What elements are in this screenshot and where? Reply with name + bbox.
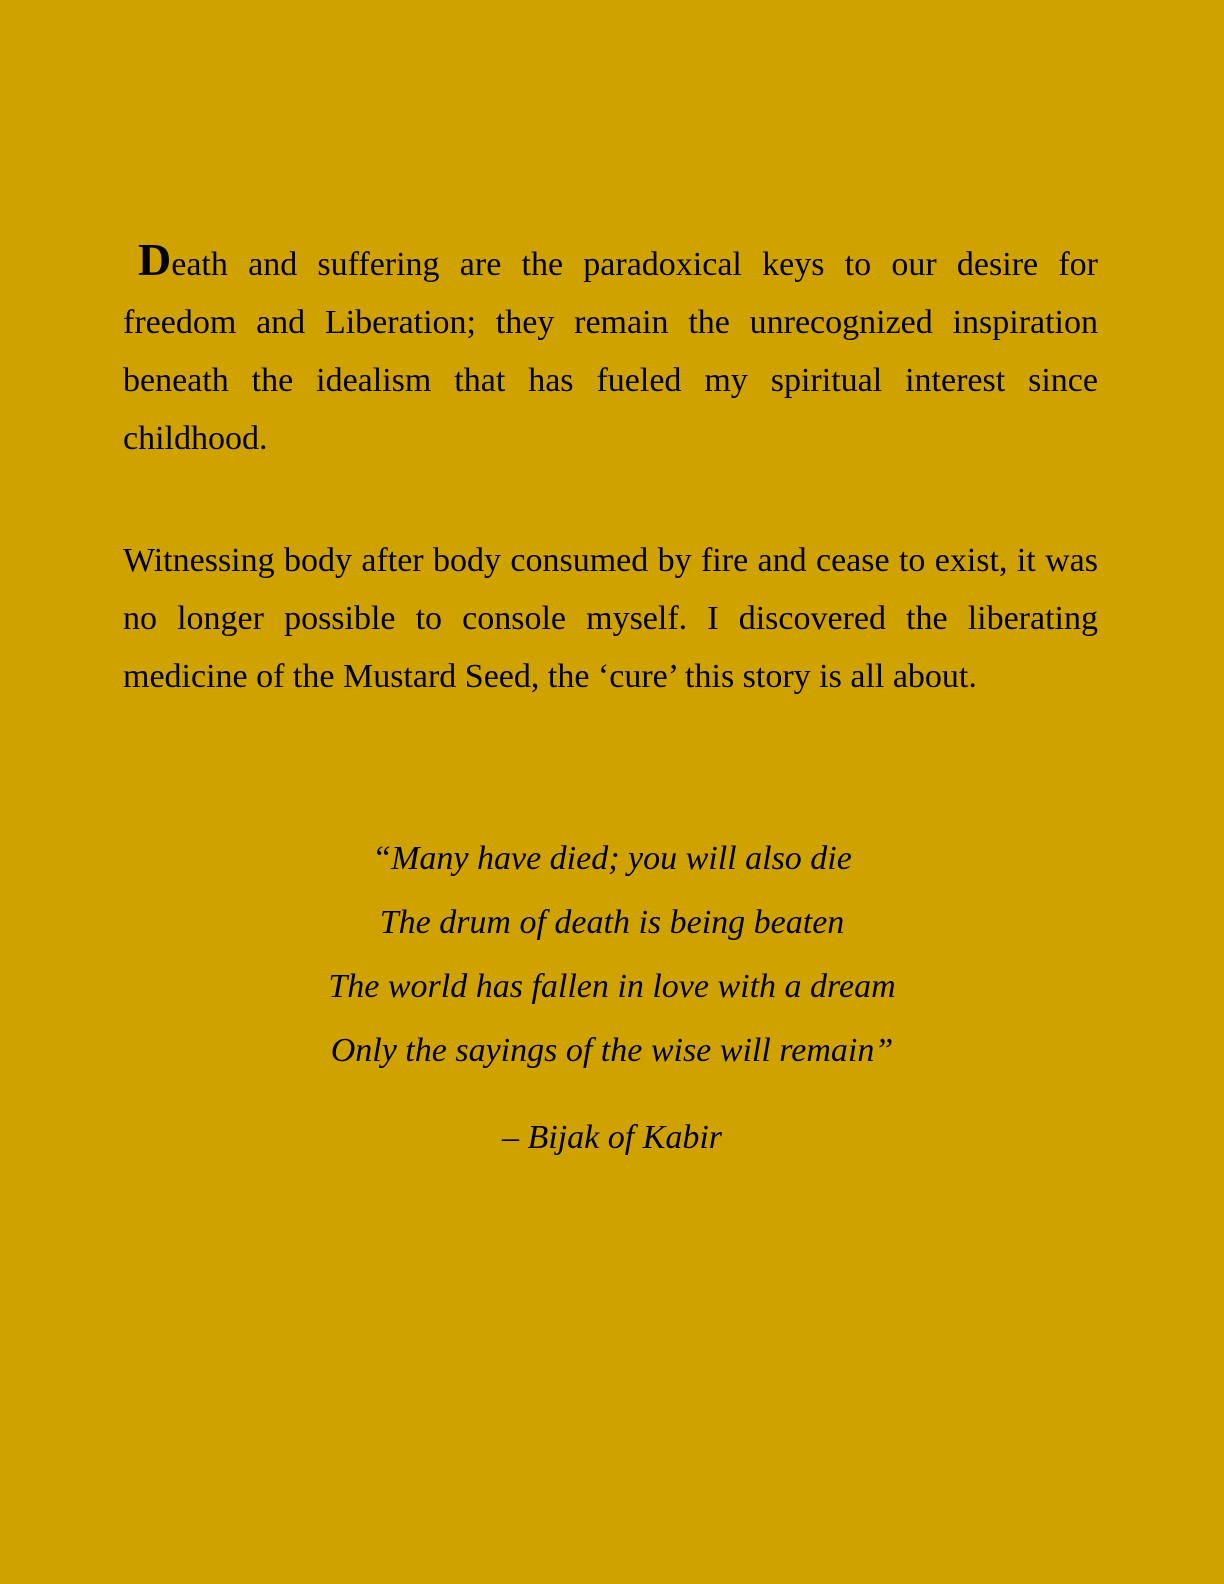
paragraph-2: Witnessing body after body consumed by fire and cease to exist, it was no longer possible to console myself. I discovered the liberating medicine of the Mustard Seed, the ‘cure’ this story is all about. [123,542,1098,695]
quote-attribution: – Bijak of Kabir [501,1119,723,1156]
quote-line: “Many have died; you will also die [372,840,852,877]
drop-cap: D [138,234,172,285]
quote-line: The drum of death is being beaten [379,904,845,941]
paragraph-1 [123,236,1098,468]
paragraph-1-text: eath and suffering are the paradoxical keys to our desire for freedom and Liberation; they remain the unrecognized inspiration beneath the idealism that has fueled my spiritual interest since childhood. [123,246,1098,457]
quote-line: Only the sayings of the wise will remain” [330,1032,894,1069]
quote-line: The world has fallen in love with a dream [328,968,896,1005]
kabir-quote [0,827,1224,1083]
